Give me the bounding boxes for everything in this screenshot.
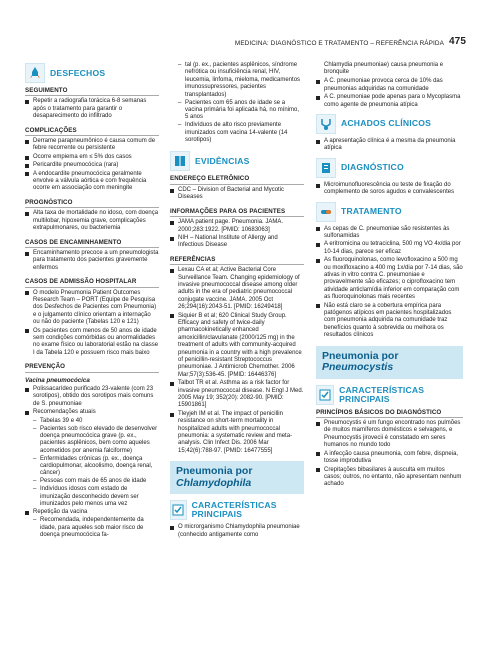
rocket-icon <box>25 63 45 83</box>
sub-list-item: – Enfermidades crônicas (p. ex., doença cardiopulmonar, alcoolismo, doença renal, câncer) <box>33 456 159 478</box>
reference-item: Tleyjeh IM et al. The impact of penicillin resistance on short-term mortality in hospitalized adults with pneumococcal pneumonia: a systematic review and meta-analysis. Clin Infect Dis. 2006 Mar 15;42(6):788-97. [PMID: 16477555] <box>170 411 304 455</box>
sub-list-item: – Pessoas com mais de 65 anos de idade <box>33 478 159 485</box>
stethoscope-icon <box>316 114 336 134</box>
list-item: Ocorre empiema em ≤ 5% dos casos <box>25 154 159 161</box>
section-title: CARACTERÍSTICAS PRINCIPAIS <box>191 500 277 520</box>
subheading: REFERÊNCIAS <box>170 256 304 265</box>
section-achados <box>316 113 463 135</box>
list-item: Os pacientes com menos de 50 anos de idade sem condições comórbidas ou anormalidades no exame físico ou laboratorial estão na classe I da Tabela 120 e possuem risco mais baixo <box>25 328 159 358</box>
list-item: A C. pneumoniae pode apenas para o Mycoplasma como agente de pneumonia atípica <box>316 94 463 109</box>
sub-list-item: – Pacientes sob risco elevado de desenvolver doença pneumocócica grave (p. ex., pacientes asplênicos, bem como aqueles acometidos por anemia falciforme) <box>33 426 159 456</box>
subheading: INFORMAÇÕES PARA OS PACIENTES <box>170 208 304 217</box>
list-item: JAMA patient page. Pneumonia. JAMA. 2000;283:1922. [PMID: 10683063] <box>170 219 304 234</box>
section-title: ACHADOS CLÍNICOS <box>341 118 432 129</box>
section-evidencias <box>170 150 304 172</box>
list-item: As fluoroquinolonas, como levofloxacino a 500 mg ou moxifloxacino a 400 mg 1x/dia por 7-14 dias, são ativas in vitro contra C. pneumoniae e provavelmente são eficazes; o ciprofloxacino tem atividade anticlamídia inferior em comparação com as fluoroquinolonas mais recentes <box>316 257 463 301</box>
section-title: EVIDÊNCIAS <box>195 155 250 166</box>
subheading: CASOS DE ENCAMINHAMENTO <box>25 239 159 248</box>
page-number: 475 <box>449 36 466 47</box>
list-item: Pneumocystis é um fungo encontrado nos pulmões de muitos mamíferos domésticos e selvagens, e Pneumocystis jirovecii é constatado em seres humanos no mundo todo <box>316 420 463 450</box>
sub-list-item: – Pacientes com 65 anos de idade se a vacina primária foi aplicada há, no mínimo, 5 anos <box>178 100 304 122</box>
section-title: TRATAMENTO <box>341 206 402 217</box>
list-item: O microrganismo Chlamydophila pneumoniae (conhecido antigamente como <box>170 524 304 539</box>
list-item: Derrame parapneumônico é causa comum de febre recorrente ou persistente <box>25 138 159 153</box>
subheading: COMPLICAÇÕES <box>25 127 159 136</box>
section-diagnostico <box>316 157 463 179</box>
reference-item: Talbot TR et al. Asthma as a risk factor for invasive pneumococcal disease. N Engl J Med. 2005 May 19; 352(20): 2082-90. [PMID: 15901861] <box>170 380 304 410</box>
section-caracteristicas <box>170 499 304 521</box>
box-title-line1: Pneumonia por <box>176 465 253 478</box>
list-item: A endocardite pneumocócica geralmente envolve a válvula aórtica e com frequência ocorre em associação com meningite <box>25 171 159 193</box>
list-item: Pericardite pneumocócica (rara) <box>25 162 159 169</box>
reference-item: Siquier B et al; 620 Clinical Study Group. Efficacy and safety of twice-daily pharmacokinetically enhanced amoxicillin/clavulanate (2000/125 mg) in the treatment of adults with community-acquired pneumonia in a country with a high prevalence of penicillin-resistant Streptococcus pneumoniae. J Antimicrob Chemother. 2006 Mar;57(3):536-45. [PMID: 16446376] <box>170 313 304 380</box>
list-item: Alta taxa de mortalidade no idoso, com doença multilobar, hipoxemia grave, complicações extrapulmonares, ou bacteriemia <box>25 210 159 232</box>
section-title: DESFECHOS <box>50 67 106 78</box>
subheading: PREVENÇÃO <box>25 363 159 372</box>
column-1 <box>25 62 159 540</box>
chapter-box-chlamydophila <box>170 461 304 494</box>
chapter-box-pneumocystis <box>316 346 463 379</box>
book-icon <box>170 151 190 171</box>
list-item: Encaminhamento precoce a um pneumologista para tratamento dos pacientes gravemente enfermos <box>25 250 159 272</box>
list-item: NIH – National Institute of Allergy and Infectious Disease <box>170 235 304 250</box>
list-item: A eritromicina ou tetraciclina, 500 mg VO 4x/dia por 10-14 dias, parece ser eficaz <box>316 241 463 256</box>
subheading: PRINCÍPIOS BÁSICOS DO DIAGNÓSTICO <box>316 409 463 418</box>
subheading: SEGUIMENTO <box>25 87 159 96</box>
list-item: O modelo Pneumonia Patient Outcomes Research Team – PORT (Equipe de Pesquisa dos Desfechos de Pacientes com Pneumonia) e o julgamento clínico orientam a internação ou não do paciente (Tabelas 120 e 121) <box>25 290 159 327</box>
section-desfechos <box>25 62 159 84</box>
checklist-icon <box>316 385 334 405</box>
list-item: CDC – Division of Bacterial and Mycotic Diseases <box>170 187 304 202</box>
sub-list-item: – Indivíduos de alto risco previamente imunizados com vacina 14-valente (14 sorotipos) <box>178 122 304 144</box>
list-item: Repetição da vacina <box>25 509 159 516</box>
section-title: DIAGNÓSTICO <box>341 162 404 173</box>
list-item: Microimunofluorescência ou teste de fixação do complemento de soros agudos e convalescentes <box>316 182 463 197</box>
sub-list-item: – Tabelas 39 e 40 <box>33 418 159 425</box>
list-item: Repetir a radiografia torácica 6-8 semanas após o tratamento para garantir o desaparecimento do infiltrado <box>25 98 159 120</box>
continuation-text: Chlamydia pneumoniae) causa pneumonia e bronquite <box>324 62 444 76</box>
clipboard-icon <box>316 158 336 178</box>
subheading: CASOS DE ADMISSÃO HOSPITALAR <box>25 278 159 287</box>
reference-item: Lexau CA et al; Active Bacterial Core Surveillance Team. Changing epidemiology of invasive pneumococcal disease among older adults in the era of pediatric pneumococcal conjugate vaccine. JAMA. 2005 Oct 26;294(16):2043-51. [PMID: 16249418] <box>170 267 304 311</box>
subheading: ENDEREÇO ELETRÔNICO <box>170 175 304 184</box>
box-title-line2: Chlamydophila <box>176 476 252 489</box>
list-item: A C. pneumoniae provoca cerca de 10% das pneumonias adquiridas na comunidade <box>316 78 463 93</box>
sub-list-item: – Recomendada, independentemente da idade, para aqueles sob maior risco de doença pneumocócica fa- <box>33 517 159 539</box>
list-item: As cepas de C. pneumoniae são resistentes às sulfonamidas <box>316 226 463 241</box>
subheading: PROGNÓSTICO <box>25 199 159 208</box>
running-header <box>196 36 466 51</box>
subheading-italic: Vacina pneumocócica <box>25 376 90 384</box>
pill-icon <box>316 202 336 222</box>
sub-list-item: – tal (p. ex., pacientes asplênicos, síndrome nefrótica ou insuficiência renal, HIV, leucemia, linfoma, mieloma, medicamentos imunossupressores, pacientes transplantados) <box>178 62 304 99</box>
list-item: Recomendações atuais <box>25 409 159 416</box>
section-tratamento <box>316 201 463 223</box>
list-item: A infecção causa pneumonia, com febre, dispneia, tosse improdutiva <box>316 451 463 466</box>
column-3 <box>316 62 463 490</box>
box-title-line2: Pneumocystis <box>322 361 394 374</box>
list-item: Não está claro se a cobertura empírica para patógenos atípicos em pacientes hospitalizados com pneumonia adquirida na comunidade traz benefícios quanto à sobrevida ou melhora os resultados clínicos <box>316 303 463 340</box>
header-title: MEDICINA: DIAGNÓSTICO E TRATAMENTO – REFERÊNCIA RÁPIDA <box>234 40 444 47</box>
list-item: A apresentação clínica é a mesma da pneumonia atípica <box>316 138 463 153</box>
section-caracteristicas <box>316 384 463 406</box>
box-title-line1: Pneumonia por <box>322 349 399 362</box>
sub-list-item: – Indivíduos idosos com estado de imunização desconhecido devem ser imunizados pelo menos uma vez <box>33 486 159 508</box>
column-2 <box>170 62 304 540</box>
checklist-icon <box>170 500 187 520</box>
list-item: Crepitações bibasilares à ausculta em muitos casos; outros, no entanto, não apresentam nenhum achado <box>316 467 463 489</box>
list-item: Polissacarídeo purificado 23-valente (com 23 sorotipos), obtido dos sorotipos mais comuns de S. pneumoniae <box>25 386 159 408</box>
section-title: CARACTERÍSTICAS PRINCIPAIS <box>339 384 425 404</box>
